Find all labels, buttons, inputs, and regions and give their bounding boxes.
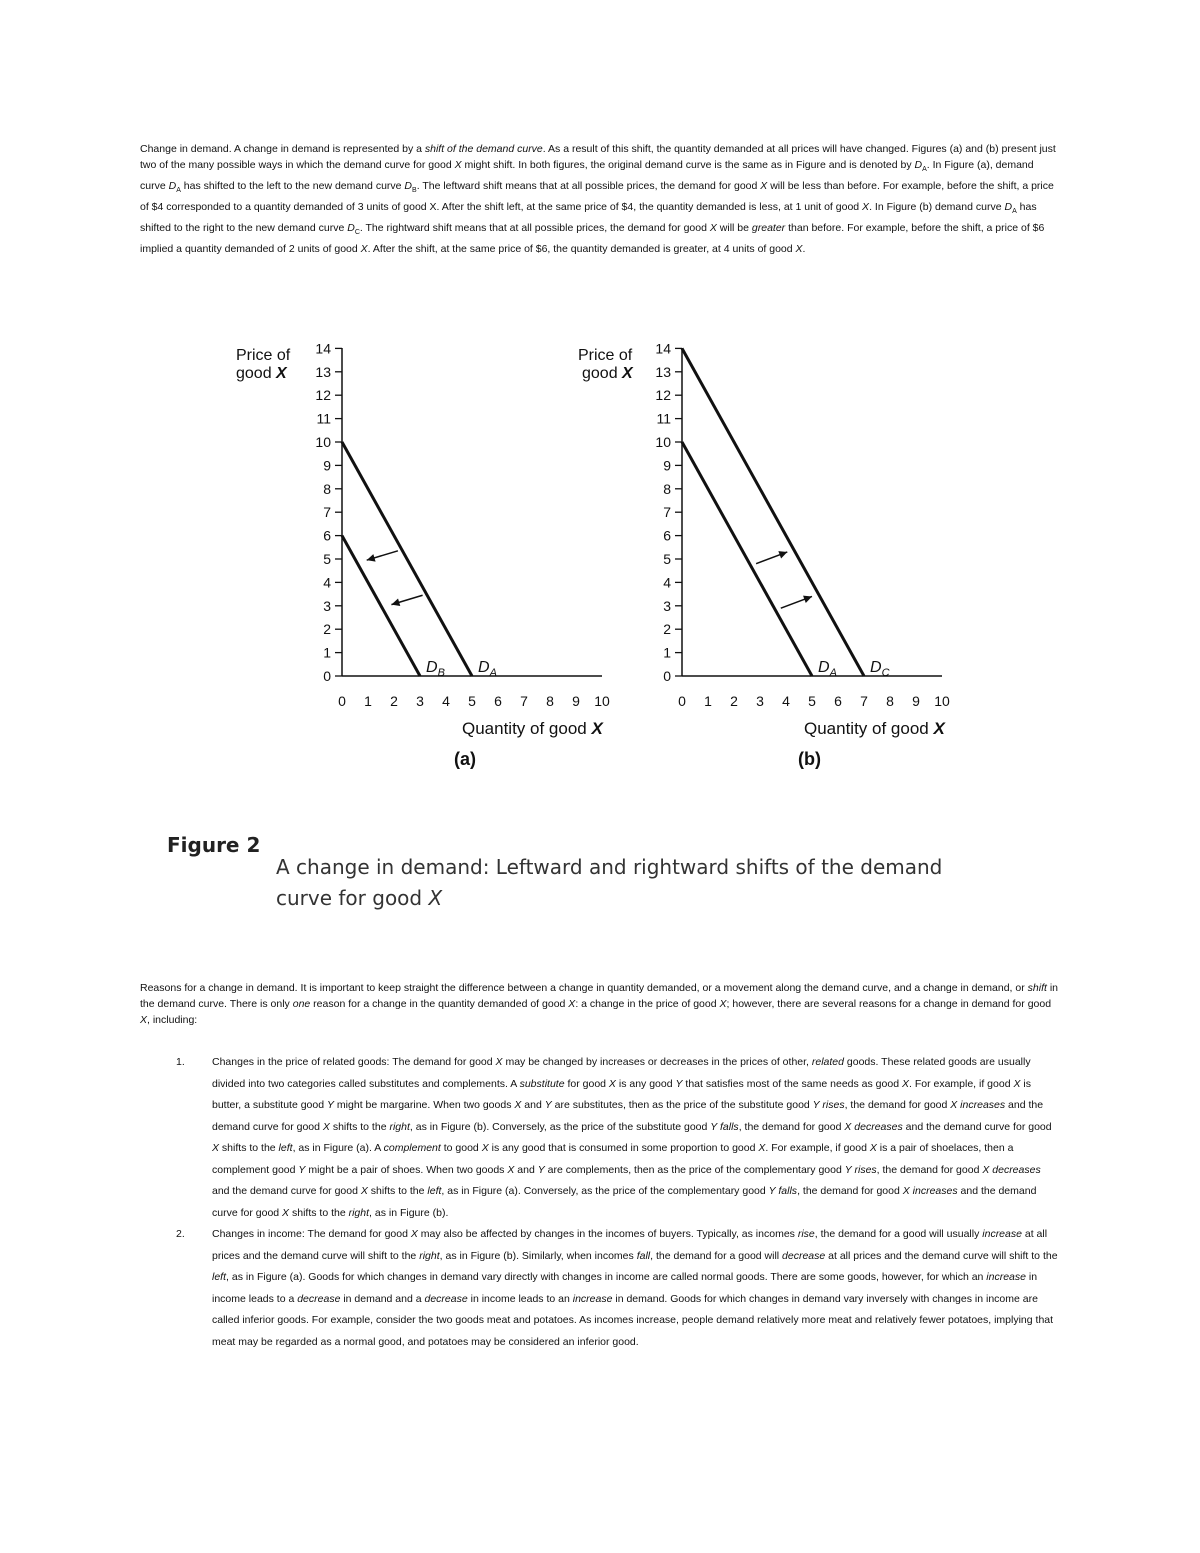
x-axis-label: Quantity of good X: [804, 719, 945, 738]
y-tick-label: 5: [663, 551, 671, 567]
y-tick-label: 7: [323, 504, 331, 521]
demand-curve-line: [682, 442, 812, 676]
y-tick-label: 10: [315, 434, 331, 450]
y-tick-label: 3: [663, 597, 671, 614]
x-tick-label: 10: [594, 693, 610, 709]
y-tick-label: 6: [323, 527, 331, 544]
list-item: 1. Changes in the price of related goods: The demand for good X may be changed by increases or decreases in the prices of other, related goods. These related goods are usually divided into two categories called substitutes and complements. A substitute for good X is any good Y that satisfies most of the same needs as good X. For example, if good X is butter, a substitute good Y might be margarine. When two goods X and Y are substitutes, then as the price of the substitute good Y rises, the demand for good X increases and the demand curve for good X shifts to the right, as in Figure (b). Conversely, as the price of the substitute good Y falls, the demand for good X decreases and the demand curve for good X shifts to the left, as in Figure (a). A complement to good X is any good that is consumed in some proportion to good X. For example, if good X is a pair of shoelaces, then a complement good Y might be a pair of shoes. When two goods X and Y are complements, then as the price of the complementary good Y rises, the demand for good X decreases and the demand curve for good X shifts to the left, as in Figure (a). Conversely, as the price of the complementary good Y falls, the demand for good X increases and the demand curve for good X shifts to the right, as in Figure (b).: [176, 1056, 1052, 1219]
y-tick-label: 11: [316, 410, 331, 427]
x-tick-label: 3: [756, 693, 764, 709]
x-tick-label: 7: [520, 693, 528, 709]
panel-a-chart: [236, 340, 610, 769]
y-tick-label: 0: [663, 668, 671, 684]
y-tick-label: 12: [655, 387, 671, 404]
reasons-paragraph: Reasons for a change in demand. It is important to keep straight the difference between a change in quantity demanded, or a movement along the demand curve, and a change in demand, or shift in the demand curve. There is only one reason for a change in the quantity demanded of good X: a change in the price of good X; however, there are several reasons for a change in demand for good X, including:: [140, 982, 1058, 1026]
x-tick-label: 5: [808, 693, 816, 709]
list-item: 2. Changes in income: The demand for good X may also be affected by changes in the incomes of buyers. Typically, as incomes rise, the demand for a good will usually increase at all prices and the demand curve will shift to the right, as in Figure (b). Similarly, when incomes fall, the demand for a good will decrease at all prices and the demand curve will shift to the left, as in Figure (a). Goods for which changes in demand vary directly with changes in income are called normal goods. There are some goods, however, for which an increase in income leads to a decrease in demand and a decrease in income leads to an increase in demand. Goods for which changes in demand vary inversely with changes in income are called inferior goods. For example, consider the two goods meat and potatoes. As incomes increase, people demand relatively more meat and relatively fewer potatoes, implying that meat may be regarded as a normal good, and potatoes may be considered an inferior good.: [176, 1228, 1058, 1348]
y-tick-label: 12: [315, 387, 331, 404]
curve-label: $D_C$: [870, 659, 890, 679]
x-tick-label: 10: [934, 693, 950, 709]
y-tick-label: 9: [323, 457, 331, 474]
y-axis-label: Price of: [578, 347, 633, 364]
figure-caption: A change in demand: Leftward and rightward shifts of the demand curve for good X: [276, 855, 943, 910]
x-tick-label: 1: [704, 693, 712, 709]
x-tick-label: 0: [678, 693, 686, 709]
x-tick-label: 4: [782, 693, 790, 709]
y-tick-label: 9: [663, 457, 671, 474]
demand-curve-line: [342, 442, 472, 676]
x-tick-label: 4: [442, 693, 450, 709]
x-tick-label: 8: [886, 693, 894, 709]
y-tick-label: 4: [323, 574, 331, 591]
y-axis-label: Price of: [236, 347, 291, 364]
y-tick-label: 13: [315, 363, 331, 380]
y-tick-label: 2: [323, 621, 331, 638]
x-tick-label: 2: [390, 693, 398, 709]
x-tick-label: 5: [468, 693, 476, 709]
y-tick-label: 11: [656, 410, 671, 427]
demand-curve-line: [682, 348, 864, 676]
intro-paragraph: Change in demand. A change in demand is represented by a shift of the demand curve. As a result of this shift, the quantity demanded at all prices will have changed. Figures (a) and (b) present just two of the many possible ways in which the demand curve for good X might shift. In both figures, the original demand curve is the same as in Figure and is denoted by $D_A$. In Figure (a), demand curve $D_A$ has shifted to the left to the new demand curve $D_B$. The leftward shift means that at all possible prices, the demand for good X will be less than before. For example, before the shift, a price of $4 corresponded to a quantity demanded of 3 units of good X. After the shift left, at the same price of $4, the quantity demanded is less, at 1 unit of good X. In Figure (b) demand curve $D_A$ has shifted to the right to the new demand curve $D_C$. The rightward shift means that at all possible prices, the demand for good X will be greater than before. For example, before the shift, a price of $6 implied a quantity demanded of 2 units of good X. After the shift, at the same price of $6, the quantity demanded is greater, at 4 units of good X.: [140, 143, 1056, 256]
y-tick-label: 8: [323, 480, 331, 497]
curve-label: $D_A$: [818, 659, 837, 679]
y-tick-label: 14: [315, 340, 331, 357]
y-tick-label: 2: [663, 621, 671, 638]
y-tick-label: 1: [663, 644, 671, 661]
x-tick-label: 6: [494, 693, 502, 709]
y-tick-label: 5: [323, 551, 331, 567]
y-tick-label: 4: [663, 574, 671, 591]
x-tick-label: 7: [860, 693, 868, 709]
y-tick-label: 0: [323, 668, 331, 684]
y-axis-label-2: good X: [236, 365, 287, 382]
x-tick-label: 9: [572, 693, 580, 709]
figure-number: Figure 2: [167, 833, 261, 857]
x-tick-label: 3: [416, 693, 424, 709]
y-tick-label: 8: [663, 480, 671, 497]
x-axis-label: Quantity of good X: [462, 719, 603, 738]
panel-a-label: (a): [454, 749, 476, 769]
x-tick-label: 8: [546, 693, 554, 709]
curve-label: $D_A$: [478, 659, 497, 679]
reasons-list: [140, 1052, 1060, 1353]
y-axis-label-2: good X: [582, 365, 633, 382]
x-tick-label: 9: [912, 693, 920, 709]
panel-b-label: (b): [798, 749, 821, 769]
x-tick-label: 6: [834, 693, 842, 709]
y-tick-label: 10: [655, 434, 671, 450]
x-tick-label: 2: [730, 693, 738, 709]
x-tick-label: 0: [338, 693, 346, 709]
demand-shift-figure: [222, 330, 982, 780]
y-tick-label: 13: [655, 363, 671, 380]
y-tick-label: 1: [323, 644, 331, 661]
y-tick-label: 14: [655, 340, 671, 357]
y-tick-label: 6: [663, 527, 671, 544]
y-tick-label: 7: [663, 504, 671, 521]
curve-label: $D_B$: [426, 659, 445, 679]
x-tick-label: 1: [364, 693, 372, 709]
y-tick-label: 3: [323, 597, 331, 614]
panel-b-chart: [578, 340, 950, 769]
